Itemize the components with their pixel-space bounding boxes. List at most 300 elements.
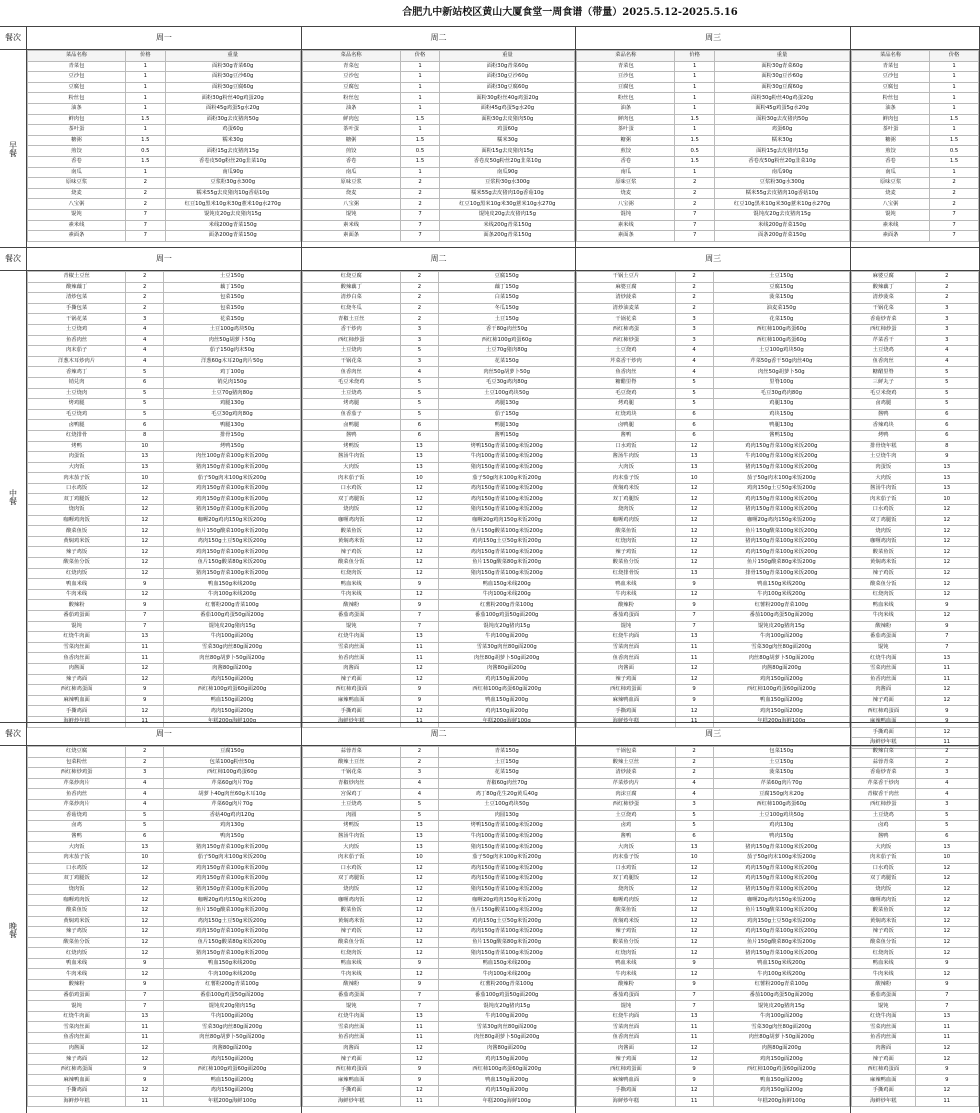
dish-price: 5 — [915, 399, 979, 410]
dish-weight: 豆腐150g — [439, 272, 575, 283]
dish-weight: 西红柿100g鸡蛋60g面200g — [713, 1064, 849, 1075]
dish-weight: 鸡肉150g青菜100g米饭200g — [713, 927, 849, 938]
dish-name: 大肉饭 — [577, 462, 675, 473]
dish-name: 牛肉米线 — [852, 611, 916, 622]
dish-price: 12 — [400, 884, 438, 895]
table-row — [302, 600, 575, 611]
dish-price: 13 — [915, 842, 979, 853]
dish-weight: 年糕200g海鲜100g — [439, 716, 575, 727]
dish-name: 海鲜炒年糕 — [302, 716, 400, 727]
dish-name: 馄饨 — [28, 621, 126, 632]
dish-price: 12 — [675, 441, 713, 452]
dish-weight: 鸡肉150g面200g — [439, 1054, 575, 1065]
dish-price: 9 — [126, 695, 164, 706]
table-row — [28, 547, 301, 558]
dish-weight: 包菜100g粉丝50g — [164, 757, 300, 768]
dish-price: 2 — [915, 757, 979, 768]
table-row — [852, 536, 979, 547]
dish-weight: 包菜150g — [164, 293, 300, 304]
dish-weight: 香干80g肉丝50g — [439, 324, 575, 335]
dish-price: 10 — [400, 852, 438, 863]
table-row — [852, 125, 979, 136]
dish-price: 12 — [400, 483, 438, 494]
dish-price: 5 — [915, 388, 979, 399]
dish-name: 手撕鸡面 — [28, 1086, 126, 1097]
table-row — [302, 1033, 575, 1044]
dish-price: 12 — [915, 579, 979, 590]
dish-price: 2 — [915, 293, 979, 304]
table-row — [577, 220, 850, 231]
table-row — [302, 399, 575, 410]
table-row — [577, 821, 850, 832]
dish-name: 馄饨 — [28, 1001, 126, 1012]
dish-weight: 糯米55g去皮猪肉10g香菇10g — [440, 188, 575, 199]
dish-name: 馄饨 — [577, 209, 675, 220]
dish-weight: 鸡肉130g — [713, 821, 849, 832]
dish-price: 12 — [400, 905, 438, 916]
dish-weight: 糯米55g去皮猪肉10g香菇10g — [715, 188, 850, 199]
table-row — [28, 72, 301, 83]
dish-price: 1.5 — [675, 156, 715, 167]
dish-weight: 面粉30g豆沙60g — [165, 72, 300, 83]
dish-name: 清炒菠菜 — [577, 293, 675, 304]
dish-price: 9 — [675, 685, 713, 696]
dish-name: 红烧肉饭 — [302, 948, 400, 959]
table-row — [852, 589, 979, 600]
dish-price: 13 — [400, 842, 438, 853]
dish-weight: 青菜150g — [439, 747, 575, 758]
dish-name: 牛肉米线 — [577, 589, 675, 600]
dish-name: 清炒菠菜 — [577, 768, 675, 779]
table-row — [577, 441, 850, 452]
dish-weight: 毛豆30g鸡肉80g — [164, 409, 300, 420]
table-row — [302, 188, 575, 199]
dish-price: 6 — [126, 831, 164, 842]
dish-price: 12 — [915, 905, 979, 916]
dish-name: 肉末茄子饭 — [28, 852, 126, 863]
dish-price: 12 — [675, 547, 713, 558]
dish-weight: 鸭血150g米线200g — [164, 579, 300, 590]
table-row — [28, 462, 301, 473]
dish-name: 口水鸡饭 — [28, 863, 126, 874]
dish-weight: 雪菜30g肉丝80g面200g — [713, 1022, 849, 1033]
dish-name: 雪菜肉丝面 — [577, 642, 675, 653]
table-row — [28, 757, 301, 768]
dish-weight: 鸡肉150g青菜100g米饭200g — [164, 863, 300, 874]
dish-price: 7 — [675, 220, 715, 231]
dish-price: 7 — [126, 1001, 164, 1012]
dish-price: 3 — [126, 314, 164, 325]
dish-price: 3 — [400, 335, 438, 346]
dish-price: 7 — [915, 990, 979, 1001]
dish-price: 4 — [675, 367, 713, 378]
dish-name: 粉丝包 — [852, 93, 930, 104]
dish-name: 排骨烧年糕 — [852, 441, 916, 452]
dish-price: 6 — [915, 831, 979, 842]
section-header — [0, 248, 980, 271]
table-row — [852, 314, 979, 325]
dish-price: 5 — [400, 346, 438, 357]
dish-price: 12 — [126, 536, 164, 547]
table-row — [28, 842, 301, 853]
dish-price: 2 — [125, 178, 165, 189]
dish-weight: 肉丝50g胡萝卜50g — [713, 367, 849, 378]
table-row — [28, 980, 301, 991]
dish-price: 5 — [126, 388, 164, 399]
dish-name: 大肉饭 — [28, 462, 126, 473]
dish-name: 糖醋里脊 — [577, 377, 675, 388]
table-row — [852, 1075, 979, 1086]
dish-name: 糖粥 — [302, 135, 400, 146]
dish-name: 烤鸭饭 — [302, 441, 400, 452]
dish-weight: 芹菜50g香干50g肉丝40g — [713, 356, 849, 367]
dish-weight: 鸭腿130g — [439, 420, 575, 431]
dish-price: 1 — [400, 72, 440, 83]
table-row — [852, 842, 979, 853]
dish-name: 豆沙包 — [577, 72, 675, 83]
dish-price: 12 — [126, 1043, 164, 1054]
table-row — [852, 483, 979, 494]
table-row — [28, 272, 301, 283]
dish-name: 烧麦 — [577, 188, 675, 199]
table-row — [302, 695, 575, 706]
dish-price: 12 — [675, 916, 713, 927]
dish-name: 南瓜 — [302, 167, 400, 178]
dish-name: 南瓜 — [577, 167, 675, 178]
weight-header: 重量 — [165, 51, 300, 62]
dish-price: 2 — [126, 293, 164, 304]
dish-price: 12 — [126, 526, 164, 537]
dish-weight: 鸭肉150g — [164, 831, 300, 842]
dish-price: 12 — [675, 483, 713, 494]
day-column-partial — [851, 271, 980, 746]
table-row — [28, 747, 301, 758]
dish-name: 豆腐包 — [28, 82, 126, 93]
dish-price: 13 — [915, 462, 979, 473]
dish-name: 酸菜鱼饭 — [302, 905, 400, 916]
dish-name: 芹菜炒肉片 — [28, 778, 126, 789]
dish-name: 馄饨 — [577, 621, 675, 632]
dish-weight: 白菜150g — [439, 293, 575, 304]
table-row — [28, 1011, 301, 1022]
day-column — [302, 271, 577, 725]
dish-weight: 猪肉150g青菜100g米饭200g — [439, 568, 575, 579]
table-row — [302, 156, 575, 167]
dish-weight: 糯米30g — [440, 135, 575, 146]
table-row — [577, 420, 850, 431]
dish-price: 7 — [400, 621, 438, 632]
dish-name: 毛豆米烧鸡 — [302, 377, 400, 388]
dish-name: 茶叶蛋 — [852, 125, 930, 136]
table-row — [28, 799, 301, 810]
dish-weight: 茄子50g肉末100g米饭200g — [164, 473, 300, 484]
day-header: 周一 — [27, 27, 302, 49]
dish-price: 12 — [915, 1086, 979, 1097]
dish-weight: 猪肉150g青菜100g米饭200g — [439, 842, 575, 853]
dish-name: 干锅花菜 — [302, 768, 400, 779]
dish-name: 麻辣鸭血面 — [302, 695, 400, 706]
table-row — [577, 653, 850, 664]
dish-price: 12 — [126, 706, 164, 717]
dish-name: 西红柿鸡蛋面 — [28, 1064, 126, 1075]
dish-price: 6 — [400, 430, 438, 441]
dish-name: 洋葱木耳炒肉片 — [28, 356, 126, 367]
table-row — [28, 884, 301, 895]
table-row — [302, 1075, 575, 1086]
dish-price: 2 — [675, 178, 715, 189]
table-row — [302, 958, 575, 969]
dish-name: 土豆烧鸡 — [302, 388, 400, 399]
dish-name: 牛肉米线 — [302, 589, 400, 600]
dish-name: 鱼香肉丝面 — [28, 653, 126, 664]
dish-name: 鸭血米线 — [852, 958, 916, 969]
dish-weight: 猪肉150g青菜100g米饭200g — [164, 462, 300, 473]
dish-price: 11 — [675, 1022, 713, 1033]
dish-name: 肉酱面 — [302, 1043, 400, 1054]
table-row — [577, 167, 850, 178]
day-header: 周三 — [576, 27, 851, 49]
table-row — [302, 632, 575, 643]
table-row — [302, 1022, 575, 1033]
table-row — [852, 937, 979, 948]
dish-name: 麻婆豆腐 — [577, 282, 675, 293]
dish-price: 13 — [400, 462, 438, 473]
dish-weight: 土豆150g — [439, 757, 575, 768]
dish-name: 咖喱鸡肉饭 — [852, 536, 916, 547]
table-row — [28, 441, 301, 452]
table-row — [852, 1043, 979, 1054]
dish-price: 9 — [915, 621, 979, 632]
dish-name: 辣子鸡饭 — [302, 927, 400, 938]
dish-price: 11 — [675, 716, 713, 727]
dish-price: 11 — [400, 642, 438, 653]
table-row — [852, 93, 979, 104]
dish-weight: 鸡肉150g土豆50g米饭200g — [713, 483, 849, 494]
dish-weight: 豆腐150g — [164, 747, 300, 758]
dish-name: 香卷 — [302, 156, 400, 167]
table-row — [577, 114, 850, 125]
table-row — [577, 990, 850, 1001]
dish-name: 鱼香肉丝 — [28, 335, 126, 346]
table-row — [852, 462, 979, 473]
dish-weight: 馄饨皮20g猪肉15g — [439, 1001, 575, 1012]
dish-weight: 年糕200g海鲜100g — [713, 1096, 849, 1107]
dish-name: 干锅花菜 — [852, 303, 916, 314]
dish-name: 海鲜炒年糕 — [302, 1096, 400, 1107]
dish-price: 7 — [400, 220, 440, 231]
dish-weight: 里脊100g — [713, 377, 849, 388]
dish-price: 13 — [915, 653, 979, 664]
dish-weight: 面粉15g去皮猪肉15g — [440, 146, 575, 157]
dish-price: 9 — [915, 706, 979, 717]
table-row — [302, 82, 575, 93]
table-row — [852, 303, 979, 314]
dish-name: 芹菜香干炒肉 — [852, 778, 916, 789]
dish-price: 5 — [126, 409, 164, 420]
dish-weight: 猪肉150g青菜100g米饭200g — [164, 842, 300, 853]
table-row — [28, 515, 301, 526]
table-row — [577, 905, 850, 916]
table-row — [302, 1011, 575, 1022]
dish-weight: 西红柿100g鸡蛋60g面200g — [713, 685, 849, 696]
dish-weight: 西红柿100g鸡蛋60g面200g — [164, 1064, 300, 1075]
dish-name: 鲜肉包 — [28, 114, 126, 125]
table-row — [577, 72, 850, 83]
table-row — [28, 526, 301, 537]
section-body — [0, 746, 980, 1113]
dish-price: 2 — [126, 272, 164, 283]
day-menu-table — [27, 50, 301, 242]
dish-name: 酸菜鱼分饭 — [28, 937, 126, 948]
dish-name: 香菇烧鸡 — [28, 810, 126, 821]
dish-weight: 青椒60g肉丝70g — [439, 778, 575, 789]
dish-weight: 面粉15g去皮猪肉15g — [165, 146, 300, 157]
dish-name: 包菜粉丝 — [28, 757, 126, 768]
dish-price: 11 — [915, 1033, 979, 1044]
day-header: 周三 — [576, 248, 851, 270]
dish-name: 酱汤牛肉饭 — [852, 483, 916, 494]
dish-weight: 鸡肉150g面200g — [164, 1086, 300, 1097]
dish-name: 辣子鸡面 — [577, 1054, 675, 1065]
dish-weight: 茄子50g肉末100g米饭200g — [439, 473, 575, 484]
dish-weight: 咖喱20g鸡肉150g米饭200g — [713, 515, 849, 526]
dish-name: 辣子鸡饭 — [577, 547, 675, 558]
dish-price: 6 — [400, 420, 438, 431]
dish-name: 豆沙包 — [852, 72, 930, 83]
dish-price: 4 — [400, 778, 438, 789]
table-row — [577, 1054, 850, 1065]
table-row — [852, 568, 979, 579]
dish-name: 馄饨 — [28, 209, 126, 220]
dish-name: 番茄鸡蛋面 — [302, 611, 400, 622]
table-row — [302, 980, 575, 991]
dish-price: 3 — [915, 335, 979, 346]
table-row — [28, 1033, 301, 1044]
dish-name: 红烧牛肉面 — [577, 632, 675, 643]
dish-weight: 花菜150g — [164, 314, 300, 325]
dish-weight: 糯米30g — [165, 135, 300, 146]
table-row — [852, 685, 979, 696]
dish-price: 3 — [915, 324, 979, 335]
table-row — [28, 1001, 301, 1012]
dish-name: 酸菜鱼饭 — [302, 526, 400, 537]
dish-price: 1.5 — [675, 114, 715, 125]
dish-price: 1.5 — [675, 135, 715, 146]
dish-name: 麻辣鸭血面 — [577, 1075, 675, 1086]
table-row — [852, 82, 979, 93]
dish-price: 12 — [126, 505, 164, 516]
dish-weight: 鱼片150g酸菜100g米饭200g — [713, 905, 849, 916]
dish-price: 12 — [915, 536, 979, 547]
table-row — [302, 220, 575, 231]
dish-name: 红烧牛肉面 — [577, 1011, 675, 1022]
table-row — [852, 958, 979, 969]
dish-price: 6 — [126, 377, 164, 388]
table-row — [28, 558, 301, 569]
dish-name: 烧肉饭 — [852, 526, 916, 537]
table-row — [852, 209, 979, 220]
dish-price: 11 — [126, 642, 164, 653]
dish-name: 肉末茄子 — [28, 346, 126, 357]
dish-weight: 西红柿100g鸡蛋60g — [164, 768, 300, 779]
table-row — [302, 799, 575, 810]
dish-weight: 面粉45g鸡蛋5g水20g — [165, 103, 300, 114]
dish-price: 12 — [126, 494, 164, 505]
table-row — [852, 231, 979, 242]
dish-weight: 鸭腿130g — [713, 420, 849, 431]
dish-name: 西红柿炒蛋 — [302, 335, 400, 346]
dish-price: 5 — [400, 388, 438, 399]
dish-weight: 面粉30g去皮猪肉50g — [165, 114, 300, 125]
dish-name: 南瓜 — [28, 167, 126, 178]
dish-weight: 鸡肉150g青菜100g米饭200g — [439, 483, 575, 494]
dish-weight: 茄子50g肉末100g米饭200g — [439, 852, 575, 863]
dish-price: 1 — [930, 72, 979, 83]
table-row — [577, 799, 850, 810]
dish-weight: 牛肉100g面200g — [713, 632, 849, 643]
dish-price: 12 — [915, 969, 979, 980]
dish-price: 12 — [675, 663, 713, 674]
table-row — [852, 653, 979, 664]
dish-name: 西红柿鸡蛋面 — [577, 1064, 675, 1075]
dish-price: 3 — [675, 799, 713, 810]
dish-weight: 鸭血150g米线200g — [439, 958, 575, 969]
day-menu-table — [302, 746, 576, 1107]
dish-name: 干锅包菜 — [577, 747, 675, 758]
dish-price: 3 — [915, 768, 979, 779]
dish-price: 11 — [126, 1096, 164, 1107]
table-row — [577, 377, 850, 388]
dish-weight: 猪肉150g青菜100g米饭200g — [713, 948, 849, 959]
table-row — [28, 314, 301, 325]
dish-name: 酸菜鱼饭 — [852, 905, 916, 916]
dish-weight: 面粉30g青菜60g — [715, 61, 850, 72]
dish-name: 卤鸡 — [852, 821, 916, 832]
dish-price: 1.5 — [125, 135, 165, 146]
table-row — [577, 685, 850, 696]
table-row — [28, 494, 301, 505]
table-row — [302, 874, 575, 885]
dish-price: 13 — [400, 1011, 438, 1022]
table-row — [28, 536, 301, 547]
dish-name: 酱鸭 — [302, 430, 400, 441]
table-row — [302, 927, 575, 938]
table-row — [577, 663, 850, 674]
table-row — [28, 125, 301, 136]
dish-name: 大肉饭 — [302, 462, 400, 473]
name-header: 菜品名称 — [302, 51, 400, 62]
dish-name: 黄焖鸡米饭 — [577, 483, 675, 494]
dish-price: 1.5 — [930, 156, 979, 167]
dish-price: 4 — [915, 346, 979, 357]
dish-price: 12 — [400, 1054, 438, 1065]
dish-price: 12 — [400, 1043, 438, 1054]
dish-weight: 土豆100g鸡块50g — [164, 324, 300, 335]
dish-name: 双丁鸡腿饭 — [577, 874, 675, 885]
table-row — [302, 674, 575, 685]
table-row — [577, 747, 850, 758]
table-row — [28, 399, 301, 410]
dish-weight: 鱼片150g酸菜80g米饭200g — [439, 558, 575, 569]
dish-name: 黄焖鸡米饭 — [852, 558, 916, 569]
dish-name: 大肉饭 — [302, 842, 400, 853]
meal-label: 中餐 — [0, 271, 27, 722]
dish-weight: 南瓜90g — [440, 167, 575, 178]
dish-price: 9 — [675, 695, 713, 706]
dish-price: 7 — [125, 209, 165, 220]
meal-column-header: 餐次 — [0, 27, 27, 49]
dish-name: 鸭血米线 — [577, 958, 675, 969]
